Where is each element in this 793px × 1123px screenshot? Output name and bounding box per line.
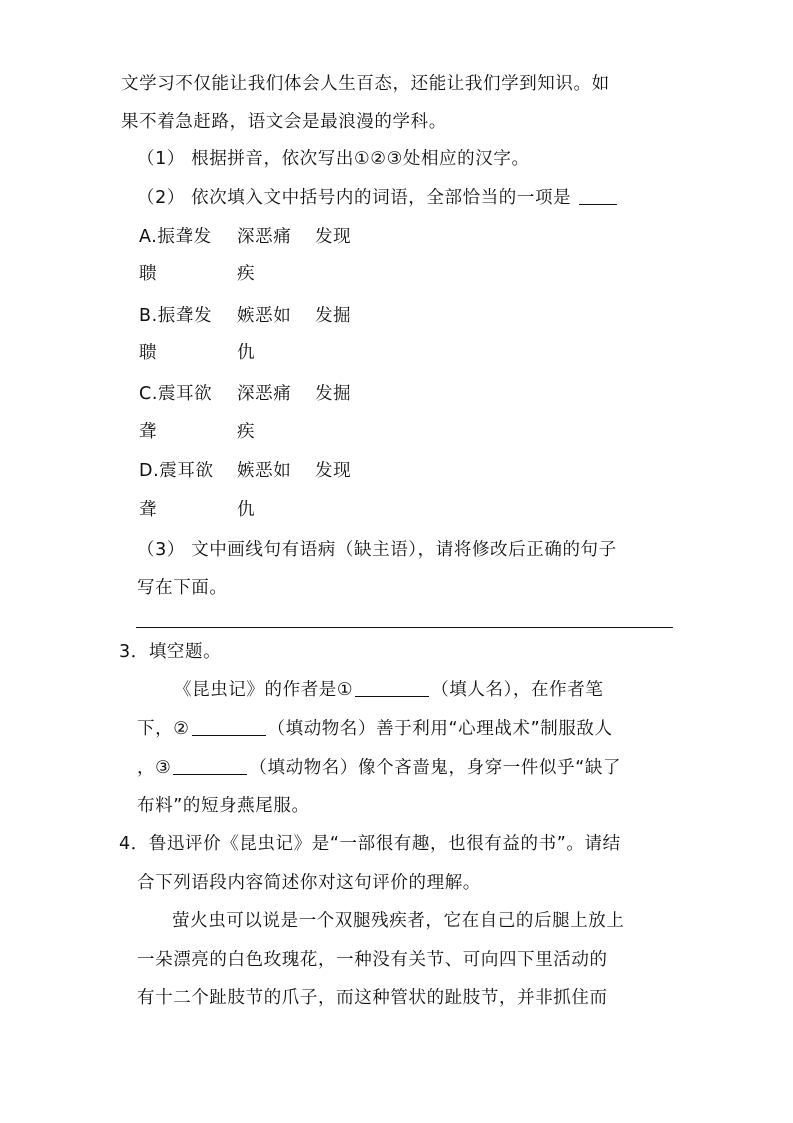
- fill-blank-2[interactable]: [192, 717, 266, 736]
- fill-blank-1[interactable]: [355, 678, 429, 697]
- question-3-text: 下，②: [137, 719, 190, 739]
- option-d-part-1: D.震耳欲: [139, 461, 214, 481]
- question-3-line: [137, 756, 621, 780]
- excerpt-line: 萤火虫可以说是一个双腿残疾者，它在自己的后腿上放上: [172, 911, 625, 931]
- question-2-sub-3-cont: 写在下面。: [137, 578, 228, 598]
- option-d-part-2-wrap: 仇: [237, 500, 256, 520]
- option-c-part-2: 深恶痛: [237, 384, 292, 404]
- option-c-part-2-wrap: 疾: [237, 422, 256, 442]
- fill-blank-3[interactable]: [173, 756, 247, 775]
- option-a-part-1-wrap: 聩: [139, 264, 158, 284]
- question-2-sub-3: （3） 文中画线句有语病（缺主语），请将修改后正确的句子: [137, 540, 617, 560]
- question-3-text: （填人名），在作者笔: [431, 680, 604, 700]
- question-3-text: （填动物名）善于利用“心理战术”制服敌人: [267, 719, 613, 739]
- option-d-part-2: 嫉恶如: [237, 461, 292, 481]
- question-2-sub-2-text: （2） 依次填入文中括号内的词语，全部恰当的一项是: [137, 188, 572, 208]
- option-c-part-3: 发掘: [315, 384, 352, 404]
- answer-blank[interactable]: [579, 186, 617, 205]
- option-a-part-3: 发现: [315, 227, 352, 247]
- question-3-line: [174, 678, 603, 702]
- question-2-sub-1: （1） 根据拼音，依次写出①②③处相应的汉字。: [137, 149, 530, 169]
- question-3-line: 布料”的短身燕尾服。: [137, 796, 310, 816]
- question-4-line: 合下列语段内容简述你对这句评价的理解。: [137, 873, 481, 893]
- option-b-part-1-wrap: 聩: [139, 343, 158, 363]
- question-3-text: （填动物名）像个吝啬鬼，身穿一件似乎“缺了: [249, 758, 622, 778]
- question-3-text: ，③: [137, 758, 172, 778]
- option-d-part-3: 发现: [315, 461, 352, 481]
- option-a-part-2: 深恶痛: [237, 227, 292, 247]
- question-3-text: 《昆虫记》的作者是①: [174, 680, 354, 700]
- excerpt-line: 一朵漂亮的白色玫瑰花，一种没有关节、可向四下里活动的: [137, 950, 608, 970]
- option-c-part-1-wrap: 聋: [139, 422, 158, 442]
- passage-line: 果不着急赶路，语文会是最浪漫的学科。: [121, 112, 447, 132]
- option-c-part-1: C.震耳欲: [139, 384, 213, 404]
- option-a-part-2-wrap: 疾: [237, 264, 256, 284]
- excerpt-line: 有十二个趾肢节的爪子，而这种管状的趾肢节，并非抓住而: [137, 988, 608, 1008]
- option-b-part-2-wrap: 仇: [237, 343, 256, 363]
- question-3-title: 3．填空题。: [119, 642, 222, 662]
- option-b-part-3: 发掘: [315, 306, 352, 326]
- option-a-part-1: A.振聋发: [139, 227, 212, 247]
- option-d-part-1-wrap: 聋: [139, 500, 158, 520]
- question-4-line: 4．鲁迅评价《昆虫记》是“一部很有趣，也很有益的书”。请结: [119, 834, 621, 854]
- option-b-part-1: B.振聋发: [139, 306, 213, 326]
- question-3-line: [137, 717, 613, 741]
- question-2-sub-2: [137, 186, 619, 210]
- option-b-part-2: 嫉恶如: [237, 306, 292, 326]
- answer-line[interactable]: [136, 627, 673, 628]
- passage-line: 文学习不仅能让我们体会人生百态，还能让我们学到知识。如: [121, 74, 610, 94]
